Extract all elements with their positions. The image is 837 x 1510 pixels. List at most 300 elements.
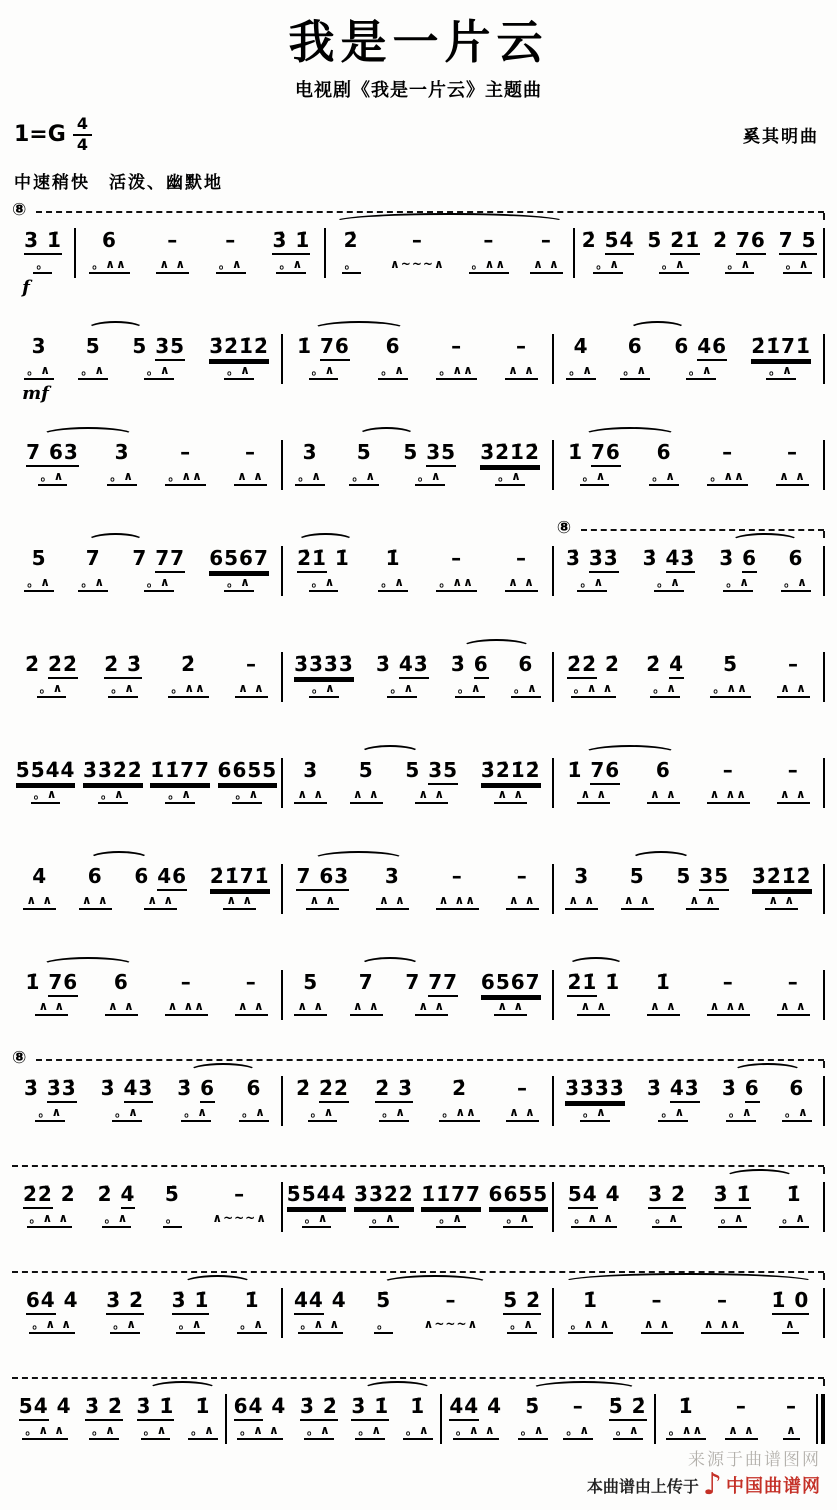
note-text: 2̇2̇ 2̇	[567, 651, 620, 677]
note-cell	[135, 1393, 177, 1440]
note-text: –	[787, 969, 799, 994]
note-cell	[130, 545, 187, 592]
note-cell	[566, 1287, 616, 1334]
eighth-underline: 3̇ 2̇	[85, 1394, 123, 1421]
sixteenth-underline: 3̇3̇2̇2̇	[83, 758, 143, 785]
articulation-marks: 。∧	[378, 576, 408, 592]
articulation-marks: ∧	[782, 1318, 799, 1334]
articulation-marks: ∧ ∧	[376, 894, 409, 910]
note-text: 7	[85, 545, 101, 570]
articulation-marks: ∧ ∧	[530, 258, 563, 274]
note-cell	[132, 863, 189, 910]
eighth-underline: 6	[200, 1076, 215, 1103]
music-system	[12, 733, 825, 808]
note-cell	[504, 863, 541, 910]
note-cell	[385, 227, 450, 272]
articulation-marks: ∧ ∧	[565, 894, 598, 910]
articulation-marks: 。∧	[566, 364, 596, 380]
articulation-marks: ∧ ∧	[234, 470, 267, 486]
note-cell	[295, 545, 352, 592]
note-text: 3	[384, 863, 400, 888]
note-cell	[87, 227, 132, 274]
articulation-marks: 。∧	[379, 1106, 409, 1122]
articulation-marks: 。∧	[766, 364, 796, 380]
measure	[283, 1181, 552, 1228]
note-cell	[646, 1181, 688, 1228]
note-cell	[563, 1075, 627, 1122]
page-title: 我是一片云	[288, 15, 549, 69]
articulation-marks: 。	[374, 1318, 393, 1334]
articulation-marks: ∧~~~∧	[212, 1210, 267, 1225]
note-text: 1̇	[655, 969, 671, 994]
note-text	[354, 1181, 414, 1207]
note-text: 3̇ 6	[451, 651, 489, 677]
note-cell	[170, 1287, 212, 1334]
eighth-underline: 3̇3̇	[589, 546, 619, 573]
eighth-underline: 2̇2̇	[319, 1076, 349, 1103]
note-cell	[775, 757, 812, 804]
articulation-marks: ∧ ∧	[621, 894, 654, 910]
note-cell	[419, 1287, 484, 1332]
articulation-marks: 。∧	[723, 576, 753, 592]
articulation-marks: 。∧	[495, 470, 525, 486]
note-text	[209, 545, 269, 571]
articulation-marks: 。∧	[415, 470, 445, 486]
note-cell	[207, 1181, 272, 1226]
articulation-marks: ∧ ∧∧	[707, 788, 750, 804]
articulation-marks: ∧ ∧	[494, 1000, 527, 1016]
articulation-marks: ∧ ∧	[505, 364, 538, 380]
note-text: 3	[31, 333, 47, 358]
note-text: –	[572, 1393, 584, 1418]
articulation-marks: 。∧∧	[89, 258, 130, 274]
note-text: –	[411, 227, 423, 252]
octave-8-label: ⑧	[12, 1047, 27, 1068]
articulation-marks: 。∧∧	[707, 470, 748, 486]
octave-dashed-line	[36, 211, 824, 213]
note-text	[137, 1393, 175, 1419]
note-text: 6 46	[674, 333, 727, 359]
note-cell	[467, 227, 512, 274]
octave-dashed-line	[12, 1377, 824, 1379]
eighth-underline: 4̇	[669, 652, 684, 679]
system-row	[12, 545, 825, 596]
articulation-marks: 。∧	[309, 364, 339, 380]
note-text: 5	[629, 863, 645, 888]
articulation-marks: 。∧	[658, 1106, 688, 1122]
note-cell	[564, 333, 598, 380]
note-text	[772, 1287, 810, 1313]
note-cell	[705, 757, 752, 804]
note-text: –	[451, 863, 463, 888]
articulation-marks: ∧ ∧	[294, 788, 327, 804]
octave-marker-row	[12, 1369, 825, 1389]
articulation-marks: ∧ ∧	[223, 894, 256, 910]
eighth-underline: 77	[155, 546, 185, 573]
tempo-marking: 中速稍快 活泼、幽默地	[14, 172, 223, 193]
note-cell	[479, 757, 543, 804]
note-cell	[102, 651, 144, 698]
articulation-marks: ∧ ∧	[725, 1424, 758, 1440]
note-cell	[641, 545, 698, 592]
note-cell	[770, 1287, 812, 1334]
note-cell	[235, 1287, 269, 1334]
eighth-underline: 2̇2̇	[23, 1182, 53, 1209]
note-text: –	[786, 439, 798, 464]
barline	[823, 228, 825, 278]
eighth-underline: 6	[474, 652, 489, 679]
articulation-marks: 。∧	[649, 470, 679, 486]
measure	[227, 1393, 440, 1440]
measure	[326, 227, 574, 274]
articulation-marks: ∧~~~∧	[390, 256, 445, 271]
eighth-underline: 3̇ 1̇	[714, 1182, 752, 1209]
note-cell	[645, 1075, 702, 1122]
note-text: –	[225, 227, 237, 252]
articulation-marks: ∧ ∧	[777, 1000, 810, 1016]
articulation-marks: ∧ ∧	[23, 894, 56, 910]
system-row	[12, 227, 825, 298]
note-text	[503, 1287, 541, 1313]
articulation-marks: 。∧ ∧	[27, 1212, 73, 1228]
articulation-marks: 。∧	[112, 1106, 142, 1122]
eighth-underline: 5̇ 2̇	[609, 1394, 647, 1421]
eighth-underline: 54̇	[19, 1394, 49, 1421]
note-text: –	[483, 227, 495, 252]
eighth-underline: 2̇1̇	[567, 970, 597, 997]
eighth-underline: 4̇4̇	[294, 1288, 324, 1315]
note-text: 2̇ 5̇4̇	[582, 227, 635, 253]
sixteenth-underline: 1̇1̇77	[150, 758, 210, 785]
sixteenth-underline: 3̇2̇1̇2̇	[481, 758, 541, 785]
articulation-marks: 。∧	[718, 1212, 748, 1228]
sixteenth-underline: 5̇5̇4̇4̇	[16, 758, 76, 785]
articulation-marks: 。∧	[38, 470, 68, 486]
note-cell	[334, 227, 368, 274]
measure	[12, 1181, 281, 1228]
measure	[12, 1393, 225, 1440]
barline	[823, 1076, 825, 1126]
note-text: –	[445, 1287, 457, 1312]
eighth-underline: 76	[590, 758, 620, 785]
eighth-underline: 3̇ 2̇	[106, 1288, 144, 1315]
note-cell	[774, 439, 811, 486]
eighth-underline: 35	[428, 758, 458, 785]
note-cell	[775, 651, 812, 698]
eighth-underline: 6	[745, 1076, 760, 1103]
sixteenth-underline: 1̇1̇77	[421, 1182, 481, 1209]
articulation-marks: 。∧	[378, 364, 408, 380]
music-system	[12, 839, 825, 914]
page-subtitle: 电视剧《我是一片云》主题曲	[295, 80, 542, 101]
note-cell	[434, 333, 479, 380]
measure	[554, 545, 823, 592]
note-text: 2̇ 2̇2̇	[296, 1075, 349, 1101]
articulation-marks: 。∧∧	[436, 576, 477, 592]
note-text: 2̇	[343, 227, 359, 252]
articulation-marks: 。∧∧	[165, 470, 206, 486]
note-text: –	[735, 1393, 747, 1418]
note-text	[609, 1393, 647, 1419]
note-cell	[705, 439, 750, 486]
note-text: –	[716, 1287, 728, 1312]
articulation-marks: 。∧	[593, 258, 623, 274]
barline	[823, 970, 825, 1020]
articulation-marks: 。∧ ∧	[237, 1424, 283, 1440]
articulation-marks: ∧ ∧	[306, 894, 339, 910]
eighth-underline: 76	[736, 228, 766, 255]
note-cell	[207, 333, 271, 380]
note-text: 6	[655, 757, 671, 782]
note-text	[210, 863, 270, 889]
note-text: –	[786, 1393, 798, 1418]
note-cell	[214, 227, 248, 274]
articulation-marks: 。∧	[108, 682, 138, 698]
sixteenth-underline: 5̇5̇4̇4̇	[287, 1182, 347, 1209]
note-cell	[22, 545, 56, 592]
octave-marker-row	[12, 1047, 825, 1071]
eighth-underline: 4̇3̇	[124, 1076, 154, 1103]
note-cell	[23, 969, 80, 1016]
note-cell	[148, 757, 212, 804]
articulation-marks: 。∧	[507, 1318, 537, 1334]
articulation-marks: 。∧	[511, 682, 541, 698]
note-cell	[780, 1075, 814, 1122]
note-text: 6	[627, 333, 643, 358]
note-cell	[647, 439, 681, 486]
articulation-marks: 。∧	[654, 576, 684, 592]
articulation-marks: 。∧	[181, 1106, 211, 1122]
eighth-underline: 2̇ 3̇	[104, 652, 142, 679]
eighth-underline: 64̇	[26, 1288, 56, 1315]
articulation-marks: 。∧	[37, 682, 67, 698]
note-text	[296, 863, 349, 889]
articulation-marks: 。∧	[686, 364, 716, 380]
note-text: 3	[574, 863, 590, 888]
note-cell	[233, 651, 270, 698]
note-cell	[294, 863, 351, 910]
measure	[554, 651, 823, 698]
measure	[283, 969, 552, 1016]
note-text: 6	[102, 227, 117, 252]
note-cell	[270, 227, 312, 274]
measure	[554, 969, 823, 1016]
note-cell	[565, 651, 622, 698]
articulation-marks: 。∧	[176, 1318, 206, 1334]
note-text: 2̇ 4̇	[98, 1181, 136, 1207]
articulation-marks: 。∧ ∧	[298, 1318, 344, 1334]
note-text	[85, 1393, 123, 1419]
note-text: 5̇	[525, 1393, 541, 1418]
articulation-marks: 。∧	[782, 1106, 812, 1122]
measure	[12, 439, 281, 486]
music-note-icon: ♪	[702, 1467, 722, 1502]
note-text: 1̇ 76	[568, 439, 621, 465]
note-text	[24, 227, 62, 253]
eighth-underline: 3̇ 1̇	[172, 1288, 210, 1315]
sixteenth-underline: 6655	[489, 1182, 549, 1209]
note-text	[26, 439, 79, 465]
articulation-marks: ∧ ∧∧	[165, 1000, 208, 1016]
note-text: 1̇	[583, 1287, 598, 1312]
note-text	[481, 969, 541, 995]
note-cell	[501, 1287, 543, 1334]
sixteenth-underline: 6567	[209, 546, 269, 573]
music-system	[12, 1263, 825, 1338]
music-system	[12, 1369, 825, 1444]
note-text: 3̇ 4̇3̇	[376, 651, 429, 677]
eighth-underline: 3̇ 1̇	[351, 1394, 389, 1421]
articulation-marks: ∧ ∧	[79, 894, 112, 910]
note-text: –	[651, 1287, 663, 1312]
note-text: 3	[114, 439, 130, 464]
note-text	[83, 757, 143, 783]
articulation-marks: ∧ ∧	[765, 894, 798, 910]
articulation-marks: ∧ ∧	[235, 1000, 268, 1016]
note-text: 5	[303, 969, 319, 994]
measure	[12, 651, 281, 698]
note-cell	[298, 1393, 340, 1440]
note-cell	[401, 1393, 435, 1440]
note-text: –	[540, 227, 552, 252]
eighth-underline: 2̇1̇	[670, 228, 700, 255]
articulation-marks: ∧ ∧	[577, 788, 610, 804]
eighth-underline: 4̇3̇	[399, 652, 429, 679]
note-text: 5	[356, 439, 372, 464]
octave-marker-row	[12, 517, 825, 541]
note-text	[218, 757, 278, 783]
articulation-marks: 。∧	[78, 576, 108, 592]
note-text: –	[451, 333, 463, 358]
articulation-marks: 。∧	[613, 1424, 643, 1440]
articulation-marks: ∧ ∧	[686, 894, 719, 910]
articulation-marks: 。∧	[239, 1106, 269, 1122]
articulation-marks: ∧ ∧∧	[701, 1318, 744, 1334]
system-row	[12, 1181, 825, 1232]
articulation-marks: 。∧∧	[439, 1106, 480, 1122]
key-signature-text: 1=G	[14, 122, 66, 148]
note-cell	[292, 969, 329, 1016]
site-name: 中国曲谱网	[726, 1476, 821, 1497]
measure	[554, 757, 823, 804]
note-text: 5 35	[405, 757, 458, 783]
note-text: 1̇	[786, 1181, 802, 1206]
sixteenth-underline: 3̇2̇1̇2̇	[480, 440, 540, 467]
articulation-marks: 。∧	[779, 1212, 809, 1228]
note-cell	[21, 863, 58, 910]
eighth-underline: 4̇3̇	[666, 546, 696, 573]
note-cell	[777, 1181, 811, 1228]
note-text	[104, 651, 142, 677]
articulation-marks: 。∧	[302, 1212, 332, 1228]
octave-marker-row	[12, 1263, 825, 1283]
octave-marker-row	[12, 627, 825, 647]
eighth-underline: 4̇	[121, 1182, 136, 1209]
key-row	[14, 116, 819, 154]
note-text: 4̇4̇ 4̇	[449, 1393, 502, 1419]
note-text: –	[245, 651, 257, 676]
music-system	[12, 627, 825, 702]
articulation-marks: ∧ ∧	[505, 576, 538, 592]
eighth-underline: 2̇1̇	[297, 546, 327, 573]
articulation-marks: 。∧∧	[168, 682, 209, 698]
note-cell	[348, 757, 385, 804]
note-text: 2̇ 4̇	[646, 651, 684, 677]
eighth-underline: 3̇ 2̇	[648, 1182, 686, 1209]
note-cell	[563, 863, 600, 910]
note-text	[351, 1393, 389, 1419]
system-row	[12, 863, 825, 914]
note-cell	[21, 1181, 78, 1228]
note-cell	[565, 757, 622, 804]
measure	[575, 227, 823, 274]
note-cell	[373, 1075, 415, 1122]
note-cell	[83, 1393, 125, 1440]
note-cell	[479, 969, 543, 1016]
note-cell	[639, 1287, 676, 1334]
note-text: 3̇ 6	[177, 1075, 215, 1101]
note-cell	[437, 1075, 482, 1122]
note-text: 3̇ 3̇3̇	[566, 545, 619, 571]
score	[12, 199, 825, 1444]
eighth-underline: 2̇2̇	[48, 652, 78, 679]
note-text: 5̇	[723, 651, 739, 676]
note-cell	[22, 227, 64, 298]
measure	[12, 969, 281, 1016]
articulation-marks: ∧ ∧	[415, 1000, 448, 1016]
articulation-marks: ∧ ∧	[144, 894, 177, 910]
eighth-underline: 1̇ 0	[772, 1288, 810, 1315]
note-cell	[478, 439, 542, 486]
note-cell	[376, 333, 410, 380]
note-text: 1̇	[385, 545, 401, 570]
articulation-marks: 。∧	[349, 470, 379, 486]
note-text: –	[516, 863, 528, 888]
note-text: 3	[302, 439, 318, 464]
note-cell	[503, 545, 540, 592]
articulation-marks: 。∧∧	[436, 364, 477, 380]
note-text	[150, 757, 210, 783]
octave-marker-row	[12, 733, 825, 753]
articulation-marks: 。∧	[783, 258, 813, 274]
articulation-marks: ∧ ∧	[350, 1000, 383, 1016]
note-text	[751, 333, 811, 359]
sixteenth-underline: 3̇3̇3̇3̇	[294, 652, 354, 679]
note-text: 2̇	[452, 1075, 468, 1100]
note-cell	[76, 333, 110, 380]
eighth-underline: 3̇3̇	[47, 1076, 77, 1103]
octave-marker-row	[12, 199, 825, 223]
articulation-marks: 。∧	[518, 1424, 548, 1440]
articulation-marks: 。∧	[110, 1318, 140, 1334]
note-cell	[403, 757, 460, 804]
eighth-underline: 7 5	[779, 228, 817, 255]
articulation-marks: 。∧	[652, 1212, 682, 1228]
note-cell	[618, 333, 652, 380]
articulation-marks: 。∧	[659, 258, 689, 274]
note-text: 1̇	[410, 1393, 426, 1418]
note-cell	[607, 1393, 649, 1440]
articulation-marks: ∧ ∧	[35, 1000, 68, 1016]
note-cell	[644, 651, 686, 698]
articulation-marks: 。∧	[387, 682, 417, 698]
note-text	[648, 1181, 686, 1207]
measure	[554, 439, 823, 486]
articulation-marks: 。	[342, 258, 361, 274]
note-text: 5 35	[403, 439, 456, 465]
note-cell	[24, 439, 81, 486]
note-cell	[104, 1287, 146, 1334]
